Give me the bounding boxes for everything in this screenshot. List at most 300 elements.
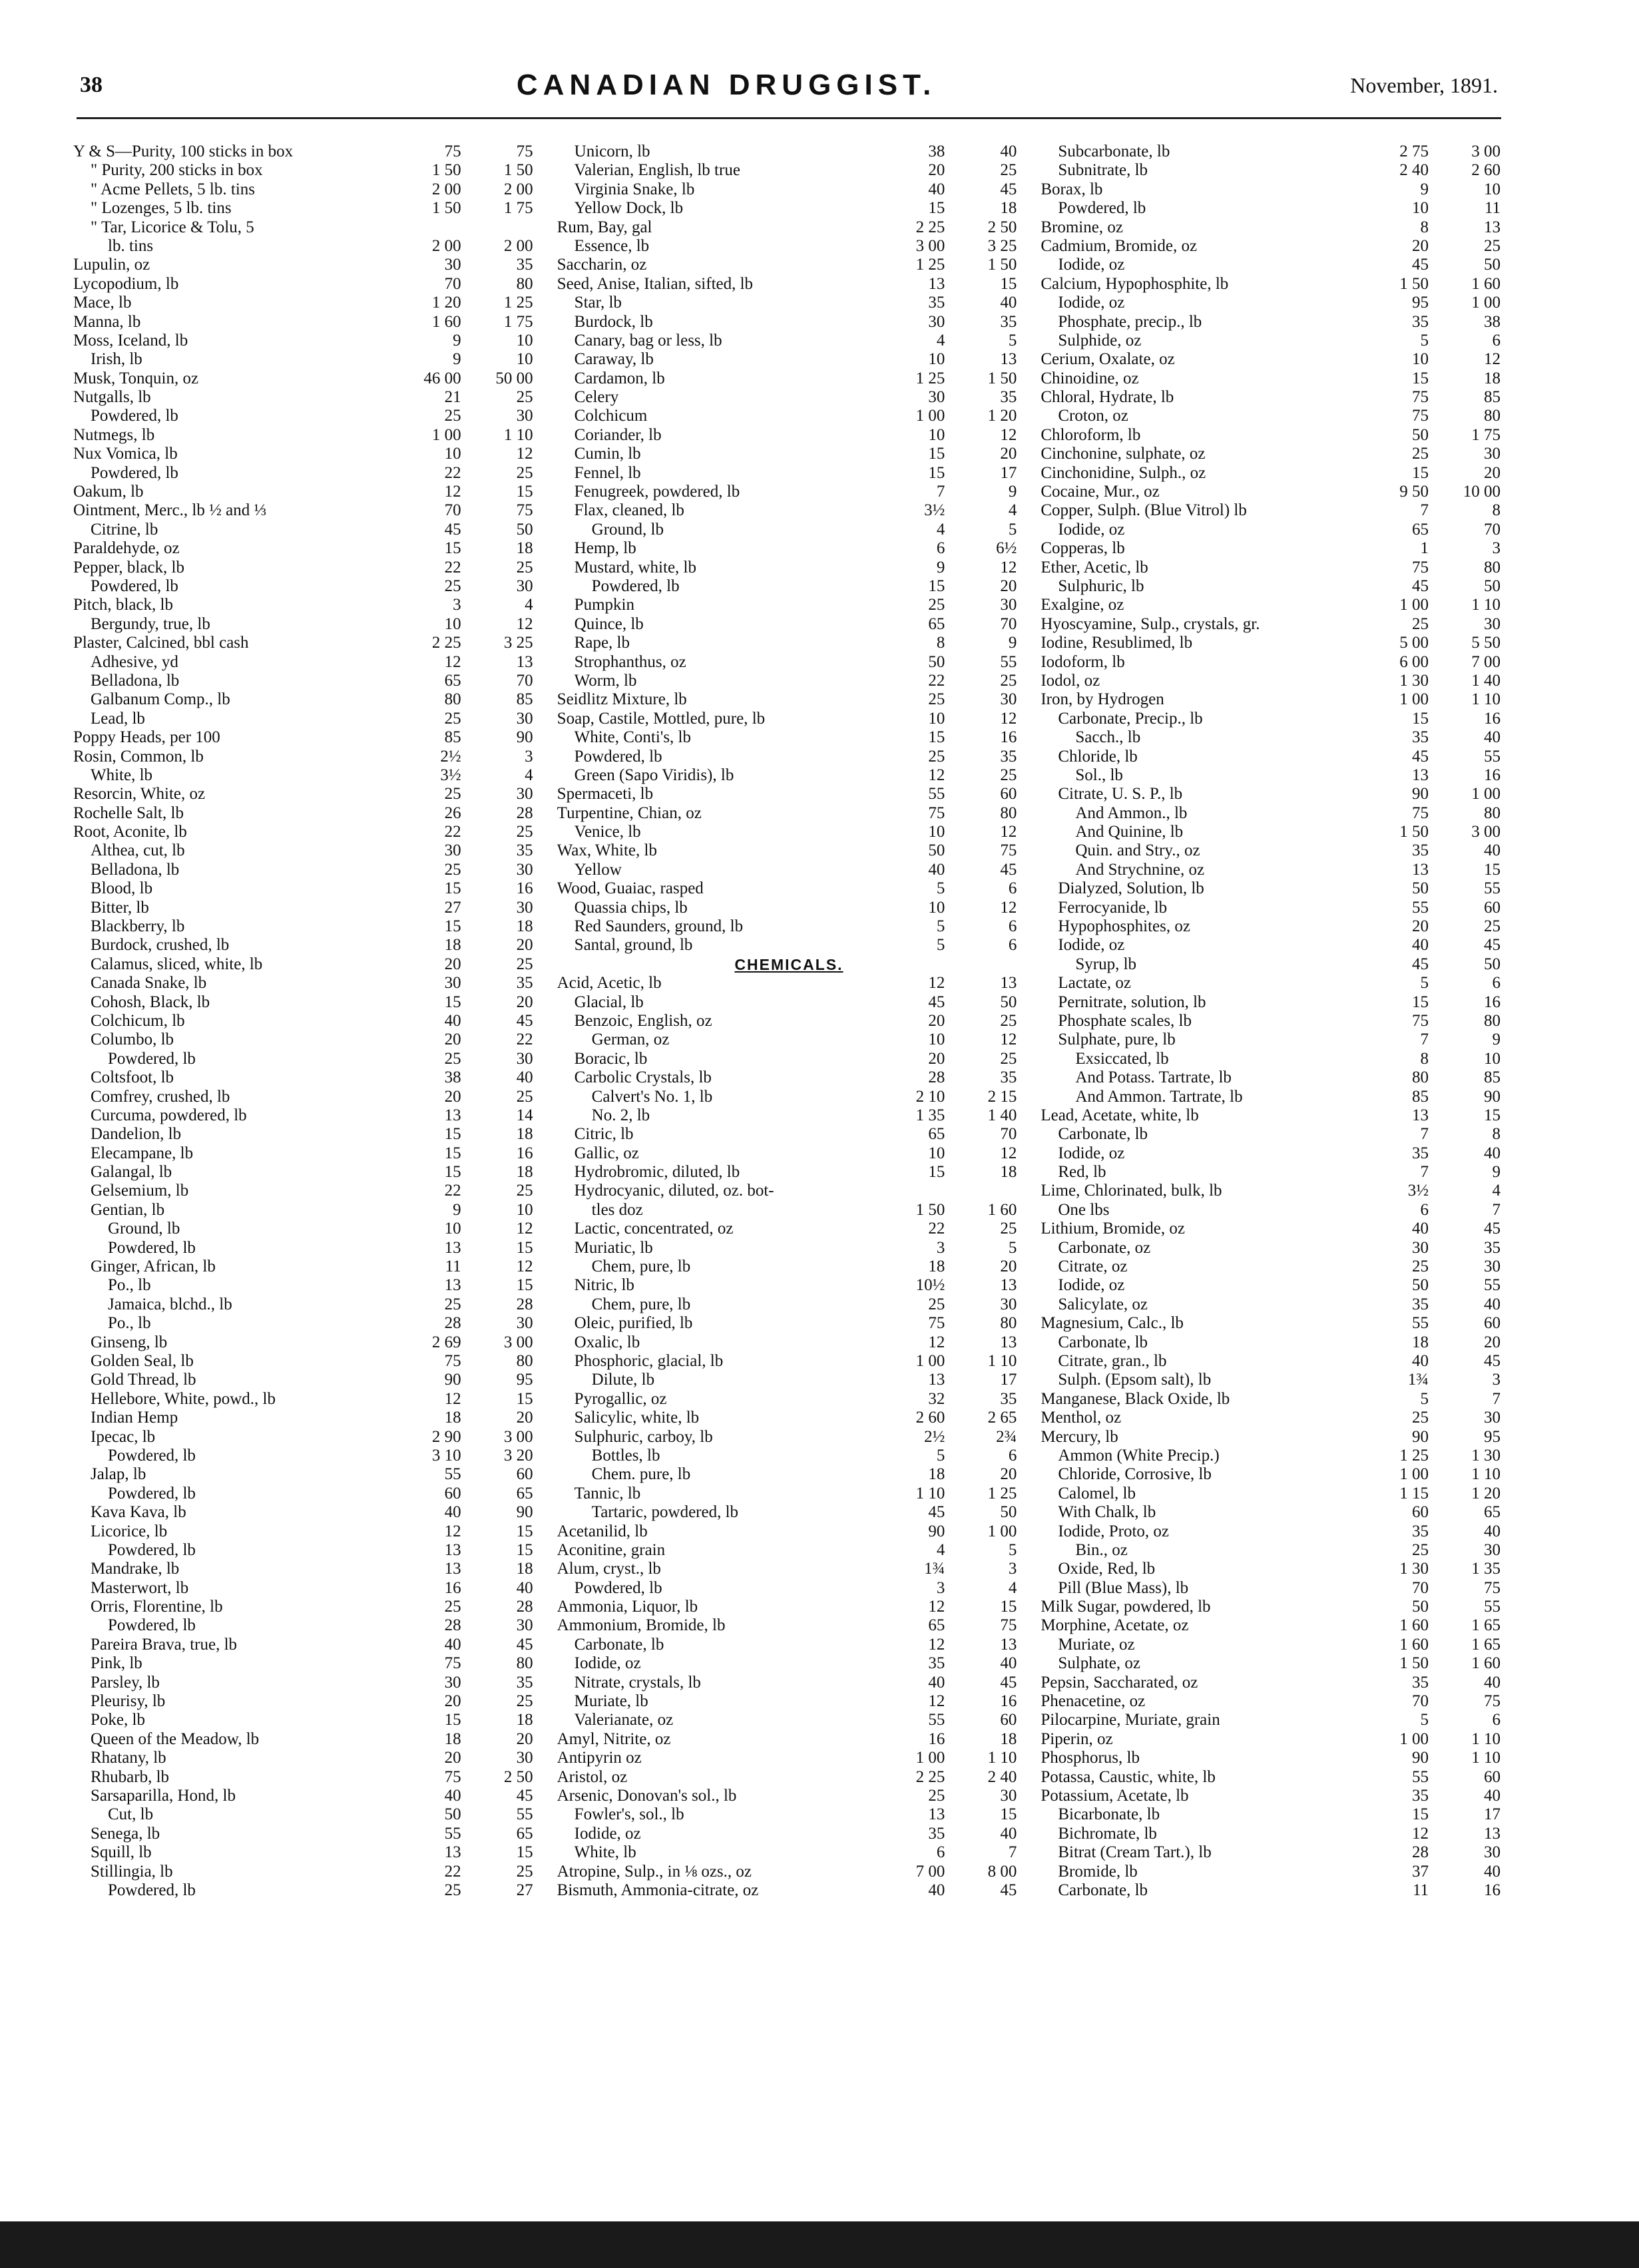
price-row	[73, 1125, 537, 1144]
price-high: 30	[516, 1749, 533, 1767]
price-row	[1041, 710, 1505, 728]
price-high: 80	[1484, 407, 1501, 425]
price-row	[557, 841, 1021, 860]
price-row	[73, 1276, 537, 1295]
price-low: 50	[1412, 879, 1429, 898]
item-name: Cumin, lb	[574, 445, 641, 463]
price-row	[557, 596, 1021, 614]
price-high: 18	[1000, 199, 1017, 218]
price-low: 37	[1412, 1862, 1429, 1881]
price-low: 45	[1412, 576, 1429, 595]
item-name: And Ammon. Tartrate, lb	[1075, 1087, 1243, 1106]
price-low: 21	[444, 388, 461, 407]
price-row	[557, 974, 1021, 993]
price-row	[1041, 936, 1505, 955]
section-heading	[557, 955, 1021, 974]
price-row	[1041, 1522, 1505, 1541]
price-low: 15	[444, 1163, 461, 1182]
price-low: 7	[936, 483, 945, 501]
price-high: 90	[516, 1503, 533, 1522]
item-name: Flax, cleaned, lb	[574, 501, 684, 520]
price-high: 1 35	[1471, 1560, 1501, 1578]
item-name: Lime, Chlorinated, bulk, lb	[1041, 1182, 1222, 1200]
price-low: 9	[936, 558, 945, 576]
price-low: 10	[444, 445, 461, 463]
price-row	[73, 218, 537, 237]
price-row	[1041, 596, 1505, 614]
price-high: 18	[516, 917, 533, 936]
item-name: Caraway, lb	[574, 350, 654, 369]
item-name: Exsiccated, lb	[1075, 1049, 1169, 1068]
price-low: 25	[444, 1049, 461, 1068]
section-title: CHEMICALS.	[734, 955, 843, 973]
price-low: 3 10	[431, 1446, 461, 1465]
item-name: Orris, Florentine, lb	[91, 1598, 223, 1616]
item-name: Syrup, lb	[1075, 955, 1137, 973]
item-name: Ginseng, lb	[91, 1333, 168, 1351]
price-high: 40	[1484, 1673, 1501, 1692]
price-row	[557, 483, 1021, 501]
price-high: 30	[1484, 614, 1501, 633]
price-low: 5	[1420, 1711, 1429, 1729]
price-row	[557, 672, 1021, 690]
price-low: 7	[1420, 1030, 1429, 1049]
price-row	[1041, 1371, 1505, 1389]
item-name: tles doz	[591, 1200, 643, 1219]
price-low: 75	[928, 1314, 945, 1333]
price-low: 15	[1412, 709, 1429, 728]
price-row	[1041, 1163, 1505, 1182]
price-row	[557, 804, 1021, 823]
price-high: 95	[516, 1371, 533, 1389]
price-row	[73, 1843, 537, 1862]
item-name: Citrate, U. S. P., lb	[1058, 785, 1183, 803]
price-low: 16	[928, 1729, 945, 1748]
price-high: 40	[516, 1068, 533, 1087]
price-high: 30	[516, 785, 533, 803]
price-high: 45	[1484, 1220, 1501, 1238]
price-high: 10	[516, 350, 533, 369]
price-high: 45	[516, 1011, 533, 1030]
price-row	[1041, 1465, 1505, 1484]
price-row	[73, 710, 537, 728]
price-row	[557, 1616, 1021, 1635]
price-high: 40	[516, 1578, 533, 1597]
item-name: Powdered, lb	[108, 1881, 196, 1899]
item-name: Pink, lb	[91, 1654, 142, 1673]
price-high: 80	[1484, 558, 1501, 576]
price-row	[1041, 766, 1505, 785]
price-row	[1041, 899, 1505, 917]
price-high: 2 15	[987, 1087, 1017, 1106]
item-name: Galangal, lb	[91, 1163, 172, 1182]
price-row	[73, 1050, 537, 1068]
item-name: Burdock, crushed, lb	[91, 936, 230, 955]
price-row	[1041, 1182, 1505, 1200]
price-high: 28	[516, 803, 533, 822]
price-low: 40	[928, 1673, 945, 1692]
price-high: 25	[1000, 1220, 1017, 1238]
price-row	[557, 917, 1021, 936]
price-high: 17	[1000, 1371, 1017, 1389]
price-row	[73, 294, 537, 312]
price-low: 1 25	[1399, 1446, 1429, 1465]
price-row	[557, 1333, 1021, 1352]
price-high: 1 10	[1471, 1729, 1501, 1748]
item-name: Valerian, English, lb true	[574, 161, 740, 180]
price-low: 25	[928, 690, 945, 709]
price-row	[557, 1541, 1021, 1560]
price-row	[1041, 521, 1505, 539]
price-row	[73, 1711, 537, 1729]
price-high: 16	[516, 1144, 533, 1162]
price-low: 20	[928, 1049, 945, 1068]
item-name: Bottles, lb	[591, 1446, 660, 1465]
price-row	[1041, 1390, 1505, 1409]
price-high: 80	[1484, 803, 1501, 822]
price-row	[1041, 1541, 1505, 1560]
item-name: Sulphuric, lb	[1058, 576, 1144, 595]
price-row	[557, 180, 1021, 199]
price-row	[73, 1768, 537, 1787]
item-name: Indian Hemp	[91, 1409, 178, 1427]
item-name: Iodide, oz	[1058, 294, 1125, 312]
price-row	[73, 501, 537, 520]
price-row	[1041, 464, 1505, 483]
price-high: 12	[516, 445, 533, 463]
price-high: 1 50	[503, 161, 533, 180]
price-row	[557, 350, 1021, 369]
item-name: Iodide, oz	[1058, 1144, 1125, 1162]
price-high: 1 60	[1471, 274, 1501, 293]
price-low: 75	[444, 142, 461, 160]
price-low: 13	[1412, 1106, 1429, 1124]
price-row	[557, 1447, 1021, 1465]
item-name: Turpentine, Chian, oz	[557, 803, 702, 822]
price-row	[557, 690, 1021, 709]
price-high: 2 00	[503, 236, 533, 255]
price-low: 25	[444, 407, 461, 425]
price-row	[1041, 313, 1505, 332]
item-name: Dilute, lb	[591, 1371, 655, 1389]
item-name: Chem, pure, lb	[591, 1295, 691, 1313]
price-row	[557, 1125, 1021, 1144]
price-low: 55	[444, 1824, 461, 1843]
price-low: 25	[928, 1786, 945, 1805]
item-name: Cinchonidine, Sulph., oz	[1041, 463, 1206, 482]
price-row	[557, 161, 1021, 180]
item-name: Adhesive, yd	[91, 652, 178, 671]
price-row	[1041, 1050, 1505, 1068]
price-low: 12	[928, 1333, 945, 1351]
item-name: Nitric, lb	[574, 1276, 634, 1295]
price-row	[1041, 1295, 1505, 1314]
price-row	[73, 577, 537, 596]
price-row	[73, 1674, 537, 1692]
price-low: 35	[1412, 841, 1429, 860]
price-high: 65	[1484, 1503, 1501, 1522]
price-high: 18	[516, 1711, 533, 1729]
price-row	[73, 1106, 537, 1125]
price-high: 13	[1000, 350, 1017, 369]
item-name: Curcuma, powdered, lb	[91, 1106, 247, 1124]
item-name: Ammonium, Bromide, lb	[557, 1616, 726, 1635]
page-number: 38	[80, 73, 103, 97]
item-name: Calcium, Hypophosphite, lb	[1041, 274, 1229, 293]
price-high: 70	[1000, 614, 1017, 633]
item-name: Calvert's No. 1, lb	[591, 1087, 713, 1106]
price-low: 1	[1420, 539, 1429, 558]
price-low: 20	[444, 955, 461, 973]
item-name: Lead, lb	[91, 709, 145, 728]
price-row	[557, 1787, 1021, 1805]
price-low: 15	[444, 917, 461, 936]
item-name: Belladona, lb	[91, 860, 180, 879]
price-low: 25	[928, 1295, 945, 1313]
price-high: 25	[1000, 671, 1017, 690]
price-high: 20	[1000, 445, 1017, 463]
price-low: 1 30	[1399, 1560, 1429, 1578]
price-high: 85	[516, 690, 533, 709]
price-row	[557, 1711, 1021, 1729]
price-low: 25	[1412, 1409, 1429, 1427]
price-high: 25	[516, 1692, 533, 1711]
item-name: And Quinine, lb	[1075, 823, 1184, 841]
item-name: Powdered, lb	[108, 1616, 196, 1635]
price-high: 15	[1484, 860, 1501, 879]
price-low: 13	[928, 1805, 945, 1824]
price-row	[73, 1863, 537, 1881]
item-name: Phosphate scales, lb	[1058, 1011, 1192, 1030]
price-row	[73, 1428, 537, 1447]
price-row	[557, 1674, 1021, 1692]
price-row	[73, 161, 537, 180]
item-name: Wood, Guaiac, rasped	[557, 879, 704, 898]
price-row	[557, 559, 1021, 577]
price-low: 5	[936, 879, 945, 898]
price-low: 15	[444, 1125, 461, 1144]
price-row	[1041, 748, 1505, 766]
price-row	[1041, 501, 1505, 520]
item-name: Oxide, Red, lb	[1058, 1560, 1156, 1578]
price-low: 13	[444, 1106, 461, 1124]
price-low: 70	[1412, 1692, 1429, 1711]
price-low: 30	[444, 256, 461, 274]
price-row	[557, 142, 1021, 161]
price-high: 1 40	[1471, 671, 1501, 690]
item-name: Alum, cryst., lb	[557, 1560, 661, 1578]
price-low: 6 00	[1399, 652, 1429, 671]
price-row	[557, 1579, 1021, 1598]
item-name: Iodide, Proto, oz	[1058, 1522, 1169, 1540]
price-high: 1 10	[1471, 596, 1501, 614]
price-high: 15	[516, 1522, 533, 1540]
price-low: 35	[1412, 1144, 1429, 1162]
price-low: 20	[1412, 236, 1429, 255]
price-row	[557, 407, 1021, 425]
price-row	[557, 1182, 1021, 1200]
price-row	[1041, 294, 1505, 312]
price-high: 15	[516, 1843, 533, 1862]
price-high: 25	[516, 1182, 533, 1200]
price-high: 7	[1492, 1389, 1501, 1408]
price-row	[73, 785, 537, 803]
item-name: Salicylate, oz	[1058, 1295, 1148, 1313]
price-low: 2 60	[915, 1409, 945, 1427]
price-row	[1041, 218, 1505, 237]
item-name: Yellow Dock, lb	[574, 199, 684, 218]
price-low: 5	[936, 917, 945, 936]
item-name: Y & S—Purity, 100 sticks in box	[73, 142, 294, 160]
item-name: Jamaica, blchd., lb	[108, 1295, 232, 1313]
price-high: 2 40	[987, 1767, 1017, 1786]
price-low: 20	[444, 1692, 461, 1711]
issue-date: November, 1891.	[1350, 73, 1498, 97]
price-row	[1041, 1012, 1505, 1030]
price-low: 10	[928, 823, 945, 841]
price-row	[73, 1220, 537, 1238]
item-name: Lycopodium, lb	[73, 274, 179, 293]
price-high: 2¾	[996, 1427, 1017, 1446]
price-high: 6	[1008, 936, 1017, 955]
price-row	[1041, 879, 1505, 898]
price-low: 10	[928, 350, 945, 369]
price-low: 5	[936, 1446, 945, 1465]
price-high: 1 20	[1471, 1484, 1501, 1502]
price-low: 35	[1412, 728, 1429, 747]
price-row	[73, 1295, 537, 1314]
price-row	[557, 1106, 1021, 1125]
price-high: 25	[516, 1087, 533, 1106]
price-row	[557, 1276, 1021, 1295]
price-low: 65	[1412, 520, 1429, 539]
price-row	[557, 1409, 1021, 1427]
price-low: 18	[444, 936, 461, 955]
price-row	[73, 559, 537, 577]
price-row	[557, 1560, 1021, 1578]
item-name: Saccharin, oz	[557, 256, 647, 274]
price-low: 70	[1412, 1578, 1429, 1597]
price-row	[73, 861, 537, 879]
item-name: Seidlitz Mixture, lb	[557, 690, 687, 709]
price-low: 25	[444, 785, 461, 803]
price-row	[73, 766, 537, 785]
price-low: 15	[928, 576, 945, 595]
price-high: 30	[516, 898, 533, 917]
price-low: 1 60	[431, 312, 461, 331]
item-name: Pepper, black, lb	[73, 558, 185, 576]
price-low: 28	[1412, 1843, 1429, 1862]
price-low: 8	[1420, 1049, 1429, 1068]
price-row	[73, 1541, 537, 1560]
price-row	[557, 332, 1021, 350]
item-name: Coltsfoot, lb	[91, 1068, 174, 1087]
price-high: 28	[516, 1598, 533, 1616]
price-low: 1¾	[924, 1560, 945, 1578]
price-row	[1041, 1409, 1505, 1427]
price-row	[557, 218, 1021, 237]
item-name: Fennel, lb	[574, 463, 641, 482]
price-row	[557, 1068, 1021, 1087]
price-row	[73, 690, 537, 709]
item-name: Unicorn, lb	[574, 142, 650, 160]
price-high: 1 25	[987, 1484, 1017, 1502]
price-high: 3	[1492, 539, 1501, 558]
price-high: 50 00	[495, 369, 533, 387]
price-high: 25	[1000, 766, 1017, 784]
price-high: 70	[516, 671, 533, 690]
price-row	[1041, 161, 1505, 180]
price-row	[557, 993, 1021, 1012]
price-row	[73, 1484, 537, 1503]
price-row	[557, 1768, 1021, 1787]
price-row	[557, 728, 1021, 747]
item-name: Piperin, oz	[1041, 1729, 1113, 1748]
item-name: Yellow	[574, 860, 622, 879]
price-row	[73, 634, 537, 652]
price-high: 45	[516, 1786, 533, 1805]
price-row	[73, 1012, 537, 1030]
price-high: 1 00	[987, 1522, 1017, 1540]
price-row	[1041, 1201, 1505, 1220]
price-low: 18	[928, 1465, 945, 1484]
item-name: Pepsin, Saccharated, oz	[1041, 1673, 1198, 1692]
price-high: 16	[516, 879, 533, 898]
price-low: 5	[936, 936, 945, 955]
price-high: 35	[1000, 388, 1017, 407]
item-name: Copperas, lb	[1041, 539, 1125, 558]
price-high: 1 65	[1471, 1635, 1501, 1654]
item-name: Copper, Sulph. (Blue Vitrol) lb	[1041, 501, 1247, 520]
price-low: 15	[928, 199, 945, 218]
item-name: Plaster, Calcined, bbl cash	[73, 634, 249, 652]
price-high: 5	[1008, 331, 1017, 349]
price-low: 35	[1412, 1295, 1429, 1313]
item-name: Iron, by Hydrogen	[1041, 690, 1164, 709]
price-low: 5	[1420, 1389, 1429, 1408]
price-row	[557, 388, 1021, 407]
price-low: 1 10	[915, 1484, 945, 1502]
price-high: 15	[516, 1238, 533, 1257]
price-high: 60	[1484, 1314, 1501, 1333]
price-low: 15	[928, 463, 945, 482]
price-row	[73, 1257, 537, 1276]
price-high: 30	[516, 860, 533, 879]
item-name: Chloroform, lb	[1041, 425, 1141, 444]
price-low: 18	[928, 1257, 945, 1276]
item-name: Colchicum	[574, 407, 648, 425]
item-name: Worm, lb	[574, 671, 637, 690]
item-name: Bin., oz	[1075, 1540, 1128, 1559]
price-row	[73, 1201, 537, 1220]
price-row	[1041, 559, 1505, 577]
price-row	[73, 464, 537, 483]
price-high: 80	[1000, 1314, 1017, 1333]
price-high: 12	[1000, 823, 1017, 841]
item-name: Red Saunders, ground, lb	[574, 917, 744, 936]
price-low: 1 30	[1399, 671, 1429, 690]
price-high: 50	[516, 520, 533, 539]
price-low: 2 69	[431, 1333, 461, 1351]
price-high: 8	[1492, 1125, 1501, 1144]
price-high: 1 60	[1471, 1654, 1501, 1673]
price-high: 30	[516, 1616, 533, 1635]
item-name: Milk Sugar, powdered, lb	[1041, 1598, 1211, 1616]
price-high: 55	[1484, 1276, 1501, 1295]
price-high: 18	[516, 539, 533, 558]
item-name: Queen of the Meadow, lb	[91, 1729, 260, 1748]
item-name: Powdered, lb	[91, 407, 178, 425]
